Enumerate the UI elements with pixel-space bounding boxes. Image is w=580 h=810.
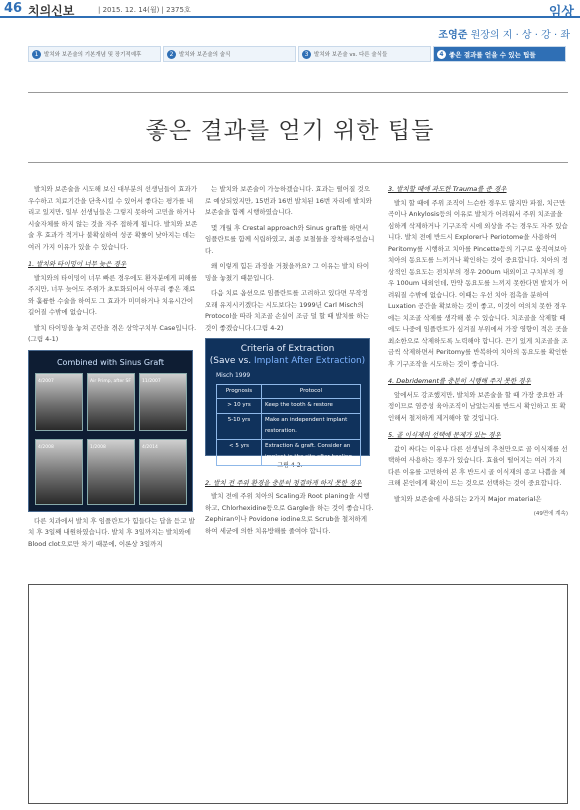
subheading: 3. 발치할 때에 과도한 Trauma를 준 경우 <box>388 185 507 193</box>
table-header: Protocol <box>262 384 361 399</box>
tab-number: 4 <box>437 50 446 59</box>
paragraph: 앞에서도 강조했지만, 발치와 보존술을 할 때 가장 중요한 과정이므로 염증성 육아조직이 남았는지를 반드시 확인하고 또 확인해서 철저하게 제거해야 할 것입니다. <box>388 390 566 422</box>
column-3 <box>388 184 568 521</box>
tab-number: 3 <box>302 50 311 59</box>
tab-number: 1 <box>32 50 41 59</box>
table-header: Prognosis <box>217 384 262 399</box>
tab-part-3 <box>298 46 431 62</box>
subheading: 1. 발치와 타이밍이 너무 늦은 경우 <box>28 260 127 268</box>
series-tabs <box>28 46 568 62</box>
paragraph: 발치와 보존술을 시도해 보신 대부분의 선생님들이 효과가 우수하고 치료기간을 단축시킬 수 있어서 좋다는 평가를 내리고 있지만, 일부 선생님들은 그렇지 못하여 고민을 하거나 시술자체를 하지 않는 것을 자주 접하게 됩니다. 발치와 보존술 후 효과가 적거나 불확실하여 성공 확률이 낮아지는 데는 여러 가지 이유가 있을 수 있습니다. <box>28 185 198 251</box>
tab-label: 발치와 보존술의 술식 <box>179 52 231 58</box>
table-row: > 10 yrs Keep the tooth & restore <box>217 399 361 414</box>
figure-4-2 <box>205 338 370 460</box>
xray-image: 4/2014 <box>139 439 187 505</box>
date-issue: | 2015. 12. 14(월) | 2375호 <box>98 6 191 14</box>
paragraph: 발치와 보존술에 사용되는 2가지 Major material은 <box>394 494 542 503</box>
figure-source: Misch 1999 <box>216 372 251 379</box>
figure-4-1 <box>28 350 193 512</box>
xray-image: Air Primp, after SF <box>87 373 135 431</box>
tab-label: 발치와 보존술의 기본개념 및 장기적예후 <box>44 52 142 58</box>
table-row: < 5 yrs Extraction & graft. Consider an implant in the site after healing <box>217 439 361 465</box>
tab-part-1 <box>28 46 161 62</box>
section-label: 임상 <box>548 5 574 20</box>
paragraph: 발치 전에 주위 치아의 Scaling과 Root planing을 시행하고, Chlorhexidine등으로 Gargle을 하는 것이 좋습니다. Zephiran이나 Povidone iodine으로 Scrub을 철저하게 하여 세균에 의한 치유방해를 줄여야 합니다. <box>205 492 374 535</box>
paragraph: 왜 이렇게 힘든 과정을 거쳤을까요? 그 이유는 발치 타이밍을 놓쳤기 때문입니다. <box>205 262 370 282</box>
xray-image: 1/2008 <box>87 439 135 505</box>
paragraph: 다음 치료 옵션으로 임플란트를 고려하고 있다면 무작정 오래 유지시키겠다는 시도보다는 1999년 Carl Misch의 Protocol을 따라 치조골 손실이 조금 덜 할 때 발치를 하는 것이 좋겠습니다.(그림 4-2) <box>205 289 370 332</box>
page-number: 46 <box>4 1 23 16</box>
masthead-bar <box>0 0 580 18</box>
title-rule-bottom <box>28 162 568 163</box>
paragraph: 다른 치과에서 발치 후 임플란트가 힘들다는 답을 듣고 발치 후 3일째 내원하였습니다. 발치 후 3일까지는 발치와에 Blood clot으로만 차기 때문에, 이론상 3일까지 <box>28 516 195 548</box>
figure-caption: 그림 4-2. <box>277 462 303 469</box>
table-row: 5-10 yrs Make an independent implant restoration. <box>217 413 361 439</box>
xray-image: 11/2007 <box>139 373 187 431</box>
series-author: 조영준 <box>438 30 468 41</box>
paragraph: 발치와의 타이밍이 너무 빠른 경우에도 환자분에게 피해를 주지만, 너무 늦어도 주위가 초토화되어서 아무리 좋은 재료와 훌륭한 수술을 하여도 그 효과가 미미하거나 치유시간이 길어질 수밖에 없습니다. <box>28 273 198 316</box>
figure-title: Criteria of Extraction <box>240 344 335 354</box>
paragraph: 발치 할 때에 주위 조직이 느슨한 경우도 많지만 파절, 치근만곡이나 Ankylosis등의 이유로 발치가 어려워서 주위 치조골을 심하게 삭제하거나 기구조작 시에 외상을 주는 경우도 자주 있습니다. 발치 전에 반드시 Explorer나 Periotome을 사용하여 Peritomy를 시행하고 치아를 Pincette등의 기구로 움직여보아 치아의 동요도를 느끼거나 확인하는 것이 중요합니다. 치아의 정상적인 동요도는 전치부의 경우 200um 내외이고 구치부의 경우 100um 내외인데, 만약 동요도를 느끼지 못한다면 발치가 어려워질 수밖에 없습니다. 이때는 우선 치아 접촉을 분하여 Luxation 공간을 확보하는 것이 좋고, 이것이 여의치 못한 경우에는 치조골 삭제를 생각해 볼 수 있습니다. 치조골을 삭제할 때에도 나중에 임플란트가 심겨질 부위에서 가장 영향이 적은 곳을 최소한으로 삭제하도록 노력해야 합니다. 끈기 있게 치조골을 조금씩 삭제하면서 Peritomy를 반복하여 치아의 동요도를 확인한 후 기구조작을 시도하는 것이 좋습니다. <box>388 198 568 368</box>
tab-label: 좋은 결과를 얻을 수 있는 팁들 <box>449 50 536 59</box>
tab-part-4 <box>433 46 566 62</box>
advertisement-box <box>28 584 568 804</box>
paragraph: 발치 타이밍을 놓쳐 곤란을 겪은 상악구치부 Case입니다.(그림 4-1) <box>28 323 197 343</box>
series-name: 원장의 지 · 상 · 강 · 좌 <box>470 30 570 41</box>
xray-image: 4/2008 <box>35 439 83 505</box>
column-2 <box>205 184 375 541</box>
figure-title: Combined with Sinus Graft <box>56 357 165 367</box>
series-title <box>438 26 570 41</box>
column-1 <box>28 184 198 554</box>
tab-number: 2 <box>167 50 176 59</box>
protocol-table <box>216 384 361 466</box>
paper-name: 치의신보 <box>28 4 75 18</box>
tab-part-2 <box>163 46 296 62</box>
tab-label: 발치와 보존술 vs. 다른 술식들 <box>314 52 388 58</box>
subheading: 5. 골 이식재의 선택에 문제가 있는 경우 <box>388 431 501 439</box>
paragraph: 몇 개월 후 Crestal approach와 Sinus graft를 하면서 임플란트를 함께 식립하였고, 최종 보철물을 장착해주었습니다. <box>205 223 375 255</box>
article-title: 좋은 결과를 얻기 위한 팁들 <box>145 118 435 144</box>
figure-subtitle: (Save vs. Implant After Extraction) <box>209 355 366 366</box>
title-rule-top <box>28 92 568 93</box>
subheading: 2. 발치 전 주위 환경을 충분히 청결하게 하지 못한 경우 <box>205 478 362 487</box>
continued-note: (49면에 계속) <box>533 511 568 517</box>
xray-image: 4/2007 <box>35 373 83 431</box>
paragraph: 값이 싸다는 이유나 다른 선생님의 추천만으로 골 이식재를 선택하여 사용하는 경우가 있습니다. 효율이 떨어지는 여러 가지 다른 이유를 고민하여 본 후 반드시 골 이식재의 종고 나쁨을 체크해 본인에게 확신이 드는 것으로 선택하는 것이 중요합니다. <box>388 444 568 487</box>
subheading: 4. Debridement를 충분히 시행해 주지 못한 경우 <box>388 377 531 385</box>
paragraph: 는 발치와 보존술이 가능하겠습니다. 효과는 떨어질 것으로 예상되었지만, 15번과 16번 발치된 16번 자리에 발치와 보존술을 함께 시행하였습니다. <box>205 185 372 216</box>
